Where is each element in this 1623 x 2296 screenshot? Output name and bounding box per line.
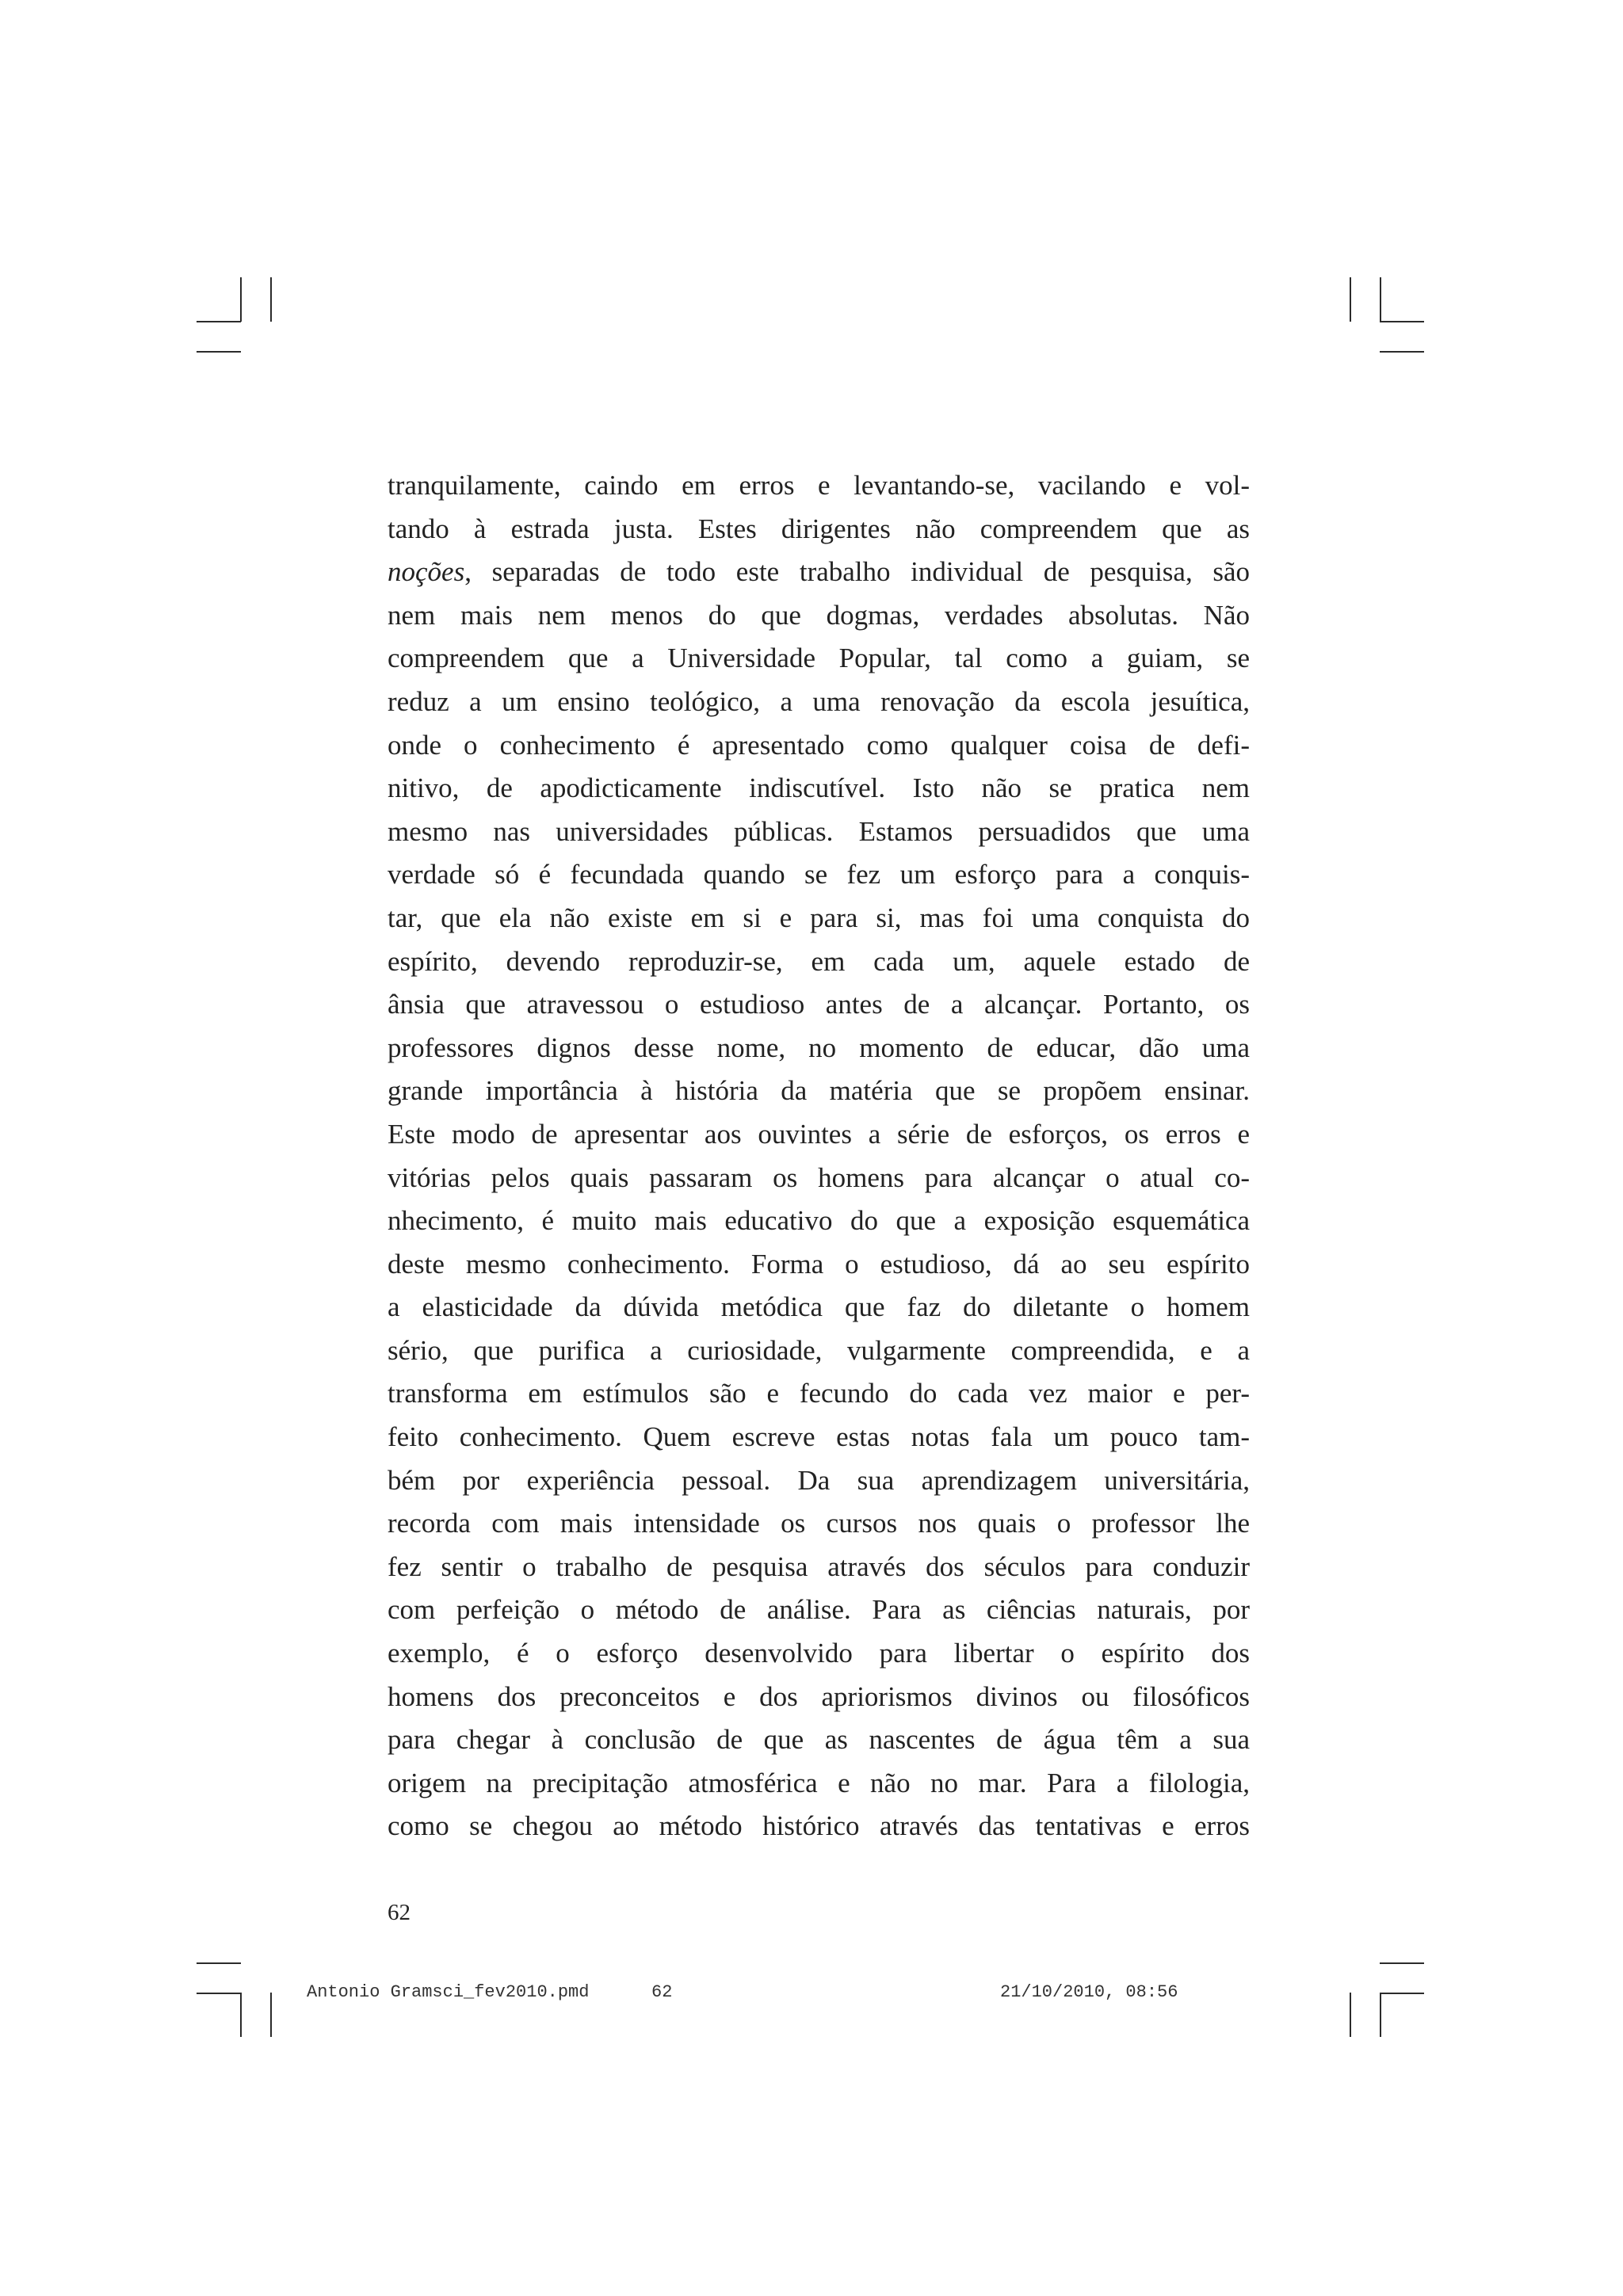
page-number: 62 <box>388 1900 411 1925</box>
text-line: deste mesmo conhecimento. Forma o estudioso, dá ao seu espírito <box>388 1248 1250 1280</box>
text-line: fez sentir o trabalho de pesquisa através dos séculos para conduzir <box>388 1550 1250 1582</box>
text-line: homens dos preconceitos e dos apriorismos divinos ou filosóficos <box>388 1680 1250 1712</box>
text-line: onde o conhecimento é apresentado como qualquer coisa de defi- <box>388 729 1250 761</box>
text-line: ânsia que atravessou o estudioso antes de a alcançar. Portanto, os <box>388 989 1250 1020</box>
text-span: , separadas de todo este trabalho individual de pesquisa, são <box>464 556 1250 588</box>
text-line: grande importância à história da matéria que se propõem ensinar. <box>388 1075 1250 1107</box>
crop-mark <box>1380 1993 1381 2037</box>
text-line: espírito, devendo reproduzir-se, em cada um, aquele estado de <box>388 945 1250 977</box>
crop-mark <box>240 277 242 322</box>
text-line: como se chegou ao método histórico através das tentativas e erros <box>388 1810 1250 1842</box>
text-line: transforma em estímulos são e fecundo do cada vez maior e per- <box>388 1378 1250 1409</box>
text-line: nhecimento, é muito mais educativo do que a exposição esquemática <box>388 1205 1250 1237</box>
text-line: origem na precipitação atmosférica e não no mar. Para a filologia, <box>388 1767 1250 1798</box>
italic-term: noções <box>388 556 465 588</box>
crop-mark <box>1380 321 1424 322</box>
text-line: Este modo de apresentar aos ouvintes a série de esforços, os erros e <box>388 1118 1250 1150</box>
text-line: nem mais nem menos do que dogmas, verdades absolutas. Não <box>388 599 1250 631</box>
crop-mark <box>270 277 272 322</box>
crop-mark <box>1350 1993 1351 2037</box>
text-line: sério, que purifica a curiosidade, vulgarmente compreendida, e a <box>388 1334 1250 1366</box>
text-line: a elasticidade da dúvida metódica que faz do diletante o homem <box>388 1291 1250 1323</box>
crop-mark <box>240 1993 242 2037</box>
crop-mark <box>197 1962 241 1964</box>
crop-mark <box>270 1993 272 2037</box>
crop-mark <box>197 351 241 353</box>
crop-mark <box>197 321 241 322</box>
text-line: com perfeição o método de análise. Para as ciências naturais, por <box>388 1594 1250 1626</box>
text-line: feito conhecimento. Quem escreve estas notas fala um pouco tam- <box>388 1421 1250 1453</box>
text-line: compreendem que a Universidade Popular, tal como a guiam, se <box>388 643 1250 674</box>
text-line: vitórias pelos quais passaram os homens para alcançar o atual co- <box>388 1161 1250 1193</box>
text-line: reduz a um ensino teológico, a uma renovação da escola jesuítica, <box>388 685 1250 717</box>
text-line: professores dignos desse nome, no momento de educar, dão uma <box>388 1032 1250 1063</box>
crop-mark <box>1380 277 1381 322</box>
body-text <box>388 464 1250 1848</box>
text-line: mesmo nas universidades públicas. Estamos persuadidos que uma <box>388 815 1250 847</box>
text-line <box>388 551 1250 594</box>
crop-mark <box>1380 1962 1424 1964</box>
text-line: tar, que ela não existe em si e para si, mas foi uma conquista do <box>388 902 1250 933</box>
text-line: exemplo, é o esforço desenvolvido para libertar o espírito dos <box>388 1638 1250 1669</box>
text-line: tranquilamente, caindo em erros e levantando-se, vacilando e vol- <box>388 470 1250 501</box>
text-line: nitivo, de apodicticamente indiscutível. Isto não se pratica nem <box>388 772 1250 804</box>
text-line: recorda com mais intensidade os cursos nos quais o professor lhe <box>388 1508 1250 1539</box>
slug-filename: Antonio Gramsci_fev2010.pmd <box>307 1982 590 2002</box>
crop-mark <box>197 1993 241 1994</box>
text-line: para chegar à conclusão de que as nascentes de água têm a sua <box>388 1724 1250 1756</box>
crop-mark <box>1380 1993 1424 1994</box>
crop-mark <box>1380 351 1424 353</box>
slug-page-number: 62 <box>651 1982 673 2002</box>
text-line: verdade só é fecundada quando se fez um esforço para a conquis- <box>388 859 1250 891</box>
slug-datetime: 21/10/2010, 08:56 <box>1000 1982 1178 2002</box>
crop-mark <box>1350 277 1351 322</box>
text-line: bém por experiência pessoal. Da sua aprendizagem universitária, <box>388 1464 1250 1496</box>
text-line: tando à estrada justa. Estes dirigentes não compreendem que as <box>388 513 1250 544</box>
